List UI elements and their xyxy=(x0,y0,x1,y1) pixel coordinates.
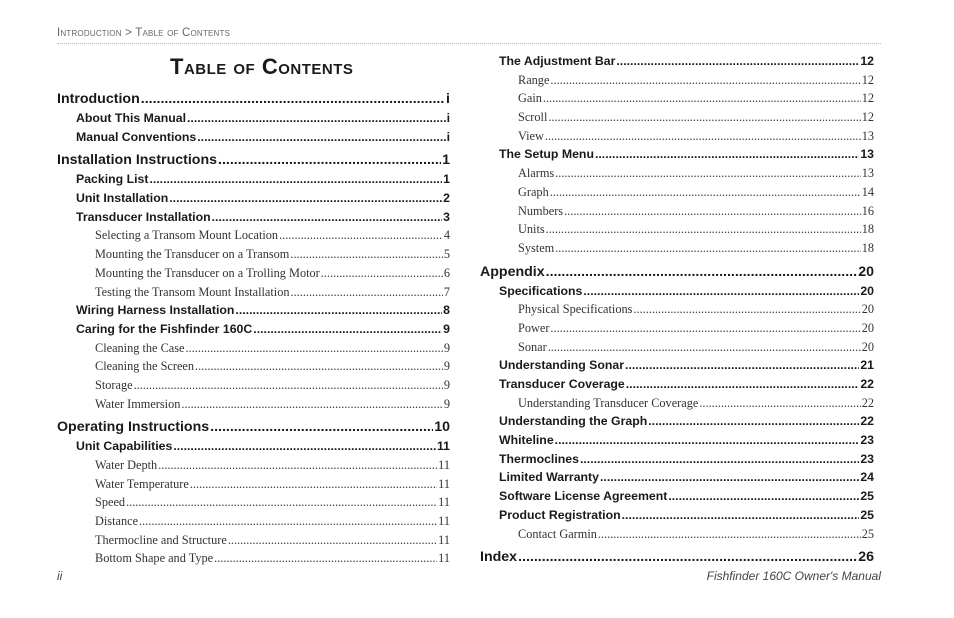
page-title: Table of Contents xyxy=(170,54,354,79)
toc-entry[interactable] xyxy=(480,164,874,183)
toc-entry-page: 10 xyxy=(434,419,450,436)
dot-leader xyxy=(235,301,442,320)
dot-leader xyxy=(564,202,861,221)
toc-entry-title: Graph xyxy=(518,184,549,199)
toc-entry-title: Water Immersion xyxy=(95,396,181,411)
header-divider xyxy=(57,43,881,44)
toc-entry-page: 25 xyxy=(860,489,874,504)
toc-entry-title: Software License Agreement xyxy=(499,489,668,504)
toc-entry[interactable] xyxy=(480,89,874,108)
toc-entry[interactable] xyxy=(480,263,874,282)
dot-leader xyxy=(141,90,445,109)
dot-leader xyxy=(197,128,445,147)
toc-entry[interactable] xyxy=(480,220,874,239)
toc-entry-title: Sonar xyxy=(518,339,547,354)
toc-entry-title: Scroll xyxy=(518,110,548,125)
toc-entry-page: 6 xyxy=(443,265,450,280)
toc-entry-title: The Setup Menu xyxy=(499,147,594,162)
dot-leader xyxy=(550,71,860,90)
toc-entry-page: 18 xyxy=(861,222,874,237)
toc-entry-title: Understanding Transducer Coverage xyxy=(518,395,699,410)
toc-entry-page: 13 xyxy=(860,147,874,162)
toc-entry-title: System xyxy=(518,240,555,255)
toc-entry[interactable] xyxy=(480,319,874,338)
dot-leader xyxy=(518,548,857,567)
toc-entry-page: 20 xyxy=(861,339,874,354)
toc-entry[interactable] xyxy=(480,300,874,319)
toc-entry-title: Selecting a Transom Mount Location xyxy=(95,228,279,243)
toc-entry-title: Water Depth xyxy=(95,458,158,472)
toc-entry-page: 9 xyxy=(443,340,450,355)
dot-leader xyxy=(181,395,442,414)
dot-leader xyxy=(626,375,860,394)
dot-leader xyxy=(228,531,437,550)
dot-leader xyxy=(149,170,442,189)
toc-entry[interactable] xyxy=(57,456,450,475)
toc-entry-page: 9 xyxy=(443,377,450,392)
toc-entry-title: Appendix xyxy=(480,263,545,280)
toc-entry-page: i xyxy=(446,91,450,107)
toc-entry[interactable] xyxy=(57,283,450,302)
dot-leader xyxy=(195,357,443,376)
toc-entry[interactable] xyxy=(480,356,874,375)
toc-entry-title: Wiring Harness Installation xyxy=(76,303,235,318)
breadcrumb xyxy=(57,27,230,39)
toc-entry-title: Contact Garmin xyxy=(518,526,597,541)
toc-entry-page: 9 xyxy=(443,396,450,411)
toc-entry[interactable] xyxy=(57,357,450,376)
toc-entry-page: 12 xyxy=(861,91,874,106)
toc-entry-title: Cleaning the Screen xyxy=(95,359,195,374)
toc-entry-title: Testing the Transom Mount Installation xyxy=(95,284,290,299)
dot-leader xyxy=(543,89,861,108)
toc-entry-page: 11 xyxy=(438,551,450,566)
toc-entry-title: Units xyxy=(518,222,545,237)
toc-entry-title: Range xyxy=(518,72,550,87)
toc-entry-page: 16 xyxy=(861,203,874,218)
toc-entry-page: 22 xyxy=(861,395,874,410)
breadcrumb-page: Table of Contents xyxy=(135,27,231,39)
toc-entry-page: 23 xyxy=(860,451,874,466)
toc-entry-page: 20 xyxy=(861,320,874,335)
dot-leader xyxy=(546,220,861,239)
toc-entry-page: 20 xyxy=(858,263,874,280)
toc-entry[interactable] xyxy=(57,245,450,264)
toc-entry-page: 24 xyxy=(860,470,874,485)
dot-leader xyxy=(190,475,437,494)
dot-leader xyxy=(218,151,441,170)
dot-leader xyxy=(550,183,861,202)
dot-leader xyxy=(600,468,859,487)
footer-page-number: ii xyxy=(57,569,63,583)
dot-leader xyxy=(321,264,443,283)
dot-leader xyxy=(291,283,443,302)
toc-entry-title: Unit Capabilities xyxy=(76,439,173,454)
toc-entry-page: 22 xyxy=(860,414,874,429)
footer-manual-title: Fishfinder 160C Owner's Manual xyxy=(706,569,881,583)
toc-entry-page: 11 xyxy=(438,495,450,510)
dot-leader xyxy=(546,263,858,282)
toc-entry[interactable] xyxy=(57,475,450,494)
dot-leader xyxy=(595,145,859,164)
toc-entry-title: Alarms xyxy=(518,166,555,181)
toc-entry[interactable] xyxy=(480,525,874,544)
dot-leader xyxy=(625,356,859,375)
toc-entry-title: Product Registration xyxy=(499,507,621,522)
breadcrumb-section[interactable]: Introduction xyxy=(57,27,122,39)
toc-entry-page: 25 xyxy=(860,507,874,522)
dot-leader xyxy=(279,226,443,245)
toc-entry[interactable] xyxy=(57,208,450,227)
toc-entry[interactable] xyxy=(57,226,450,245)
dot-leader xyxy=(548,108,860,127)
dot-leader xyxy=(616,52,859,71)
toc-entry[interactable] xyxy=(57,493,450,512)
dot-leader xyxy=(185,339,442,358)
dot-leader xyxy=(699,394,860,413)
toc-entry-title: Gain xyxy=(518,91,542,106)
dot-leader xyxy=(214,549,437,568)
toc-entry[interactable] xyxy=(480,202,874,221)
toc-entry-page: 18 xyxy=(861,240,874,255)
toc-entry-page: 9 xyxy=(443,359,450,374)
toc-entry[interactable] xyxy=(480,506,874,525)
toc-entry-title: Manual Conventions xyxy=(76,129,197,144)
toc-entry[interactable] xyxy=(480,282,874,301)
dot-leader xyxy=(139,512,437,531)
toc-entry-page: 25 xyxy=(861,526,874,541)
dot-leader xyxy=(545,127,861,146)
dot-leader xyxy=(550,319,860,338)
dot-leader xyxy=(169,189,442,208)
toc-entry-title: View xyxy=(518,128,544,143)
toc-entry[interactable] xyxy=(480,412,874,431)
toc-entry-page: 22 xyxy=(860,377,874,391)
dot-leader xyxy=(555,164,861,183)
toc-entry-title: About This Manual xyxy=(76,111,186,125)
toc-entry[interactable] xyxy=(57,549,450,568)
toc-entry-title: Power xyxy=(518,320,550,335)
dot-leader xyxy=(622,506,860,525)
toc-entry-page: 11 xyxy=(438,458,450,472)
toc-entry[interactable] xyxy=(57,395,450,414)
toc-entry-title: Transducer Installation xyxy=(76,209,211,224)
toc-entry[interactable] xyxy=(480,71,874,90)
toc-entry-page: 11 xyxy=(437,439,450,454)
toc-right-column xyxy=(480,52,874,567)
toc-entry[interactable] xyxy=(57,109,450,128)
toc-entry-title: Water Temperature xyxy=(95,476,189,491)
toc-entry[interactable] xyxy=(57,512,450,531)
dot-leader xyxy=(253,320,442,339)
toc-entry-title: Storage xyxy=(95,377,133,392)
toc-entry-title: Speed xyxy=(95,495,126,510)
toc-entry-title: Caring for the Fishfinder 160C xyxy=(76,321,253,336)
toc-entry-title: Mounting the Transducer on a Transom xyxy=(95,247,290,262)
toc-entry-title: Index xyxy=(480,549,518,566)
toc-entry[interactable] xyxy=(57,301,450,320)
dot-leader xyxy=(668,487,859,506)
toc-entry[interactable] xyxy=(480,468,874,487)
toc-entry[interactable] xyxy=(480,239,874,258)
toc-entry[interactable] xyxy=(57,189,450,208)
dot-leader xyxy=(633,300,860,319)
toc-entry-page: 13 xyxy=(861,128,874,143)
toc-entry-page: 12 xyxy=(861,72,874,87)
toc-entry[interactable] xyxy=(57,376,450,395)
toc-entry-title: Specifications xyxy=(499,283,583,298)
toc-entry-title: Limited Warranty xyxy=(499,470,599,485)
toc-entry-page: 20 xyxy=(861,302,874,317)
toc-entry[interactable] xyxy=(57,339,450,358)
dot-leader xyxy=(648,412,859,431)
toc-entry-title: Introduction xyxy=(57,91,140,107)
toc-entry-page: 13 xyxy=(861,166,874,181)
toc-entry[interactable] xyxy=(480,145,874,164)
toc-entry-page: 1 xyxy=(443,172,450,187)
toc-left-column xyxy=(57,90,450,568)
toc-entry-page: 11 xyxy=(438,532,450,547)
toc-entry-title: Packing List xyxy=(76,172,149,187)
toc-entry[interactable] xyxy=(480,450,874,469)
toc-entry-title: Installation Instructions xyxy=(57,152,218,169)
toc-entry[interactable] xyxy=(480,52,874,71)
toc-entry-title: Physical Specifications xyxy=(518,302,633,317)
toc-entry-page: 12 xyxy=(861,110,874,125)
toc-entry[interactable] xyxy=(480,375,874,394)
toc-entry-page: 12 xyxy=(860,54,874,68)
toc-entry[interactable] xyxy=(480,487,874,506)
toc-entry[interactable] xyxy=(480,183,874,202)
toc-entry-page: 3 xyxy=(443,209,450,224)
toc-entry[interactable] xyxy=(480,431,874,450)
toc-entry-page: i xyxy=(446,129,450,144)
toc-entry[interactable] xyxy=(57,418,450,437)
toc-entry-title: Numbers xyxy=(518,203,564,218)
toc-entry[interactable] xyxy=(480,108,874,127)
dot-leader xyxy=(158,456,437,475)
toc-entry-page: 9 xyxy=(443,321,450,336)
toc-entry-title: Unit Installation xyxy=(76,191,169,206)
toc-entry-page: 8 xyxy=(443,303,450,318)
dot-leader xyxy=(580,450,859,469)
dot-leader xyxy=(598,525,861,544)
toc-entry[interactable] xyxy=(57,170,450,189)
dot-leader xyxy=(548,338,861,357)
toc-entry-title: Whiteline xyxy=(499,433,554,448)
toc-entry[interactable] xyxy=(480,548,874,567)
toc-entry-title: Thermocline and Structure xyxy=(95,532,227,547)
dot-leader xyxy=(583,282,859,301)
toc-entry[interactable] xyxy=(480,127,874,146)
dot-leader xyxy=(126,493,437,512)
toc-entry[interactable] xyxy=(57,151,450,170)
toc-entry-title: Understanding Sonar xyxy=(499,358,625,373)
dot-leader xyxy=(134,376,443,395)
dot-leader xyxy=(290,245,442,264)
toc-entry-title: The Adjustment Bar xyxy=(499,54,616,68)
toc-entry-page: 14 xyxy=(861,184,874,199)
toc-entry-page: 4 xyxy=(443,228,450,243)
toc-entry-title: Mounting the Transducer on a Trolling Motor xyxy=(95,265,320,280)
dot-leader xyxy=(173,437,436,456)
dot-leader xyxy=(210,418,433,437)
toc-entry[interactable] xyxy=(57,531,450,550)
toc-entry-page: 21 xyxy=(860,358,874,373)
toc-entry-page: 26 xyxy=(858,549,874,566)
toc-entry-page: 2 xyxy=(443,191,450,206)
toc-entry[interactable] xyxy=(57,437,450,456)
toc-entry[interactable] xyxy=(480,394,874,413)
dot-leader xyxy=(555,239,860,258)
toc-entry-page: 11 xyxy=(438,514,450,529)
toc-entry[interactable] xyxy=(57,320,450,339)
toc-entry-title: Bottom Shape and Type xyxy=(95,551,214,566)
breadcrumb-separator: > xyxy=(125,27,133,39)
toc-entry-title: Thermoclines xyxy=(499,451,579,466)
toc-entry-page: 11 xyxy=(438,476,450,491)
dot-leader xyxy=(212,208,443,227)
toc-entry-title: Cleaning the Case xyxy=(95,340,185,355)
toc-entry-title: Understanding the Graph xyxy=(499,414,648,429)
toc-entry-page: 7 xyxy=(443,284,450,299)
toc-entry-page: 1 xyxy=(442,152,450,169)
toc-entry[interactable] xyxy=(57,128,450,147)
toc-entry-title: Transducer Coverage xyxy=(499,377,625,391)
dot-leader xyxy=(555,431,860,450)
dot-leader xyxy=(187,109,446,128)
toc-entry-page: 20 xyxy=(860,283,874,298)
toc-entry[interactable] xyxy=(480,338,874,357)
toc-entry-page: 23 xyxy=(860,433,874,448)
toc-entry-page: i xyxy=(446,111,450,125)
toc-entry[interactable] xyxy=(57,90,450,109)
toc-entry-title: Operating Instructions xyxy=(57,419,210,436)
toc-entry[interactable] xyxy=(57,264,450,283)
toc-entry-page: 5 xyxy=(443,247,450,262)
toc-entry-title: Distance xyxy=(95,514,139,529)
